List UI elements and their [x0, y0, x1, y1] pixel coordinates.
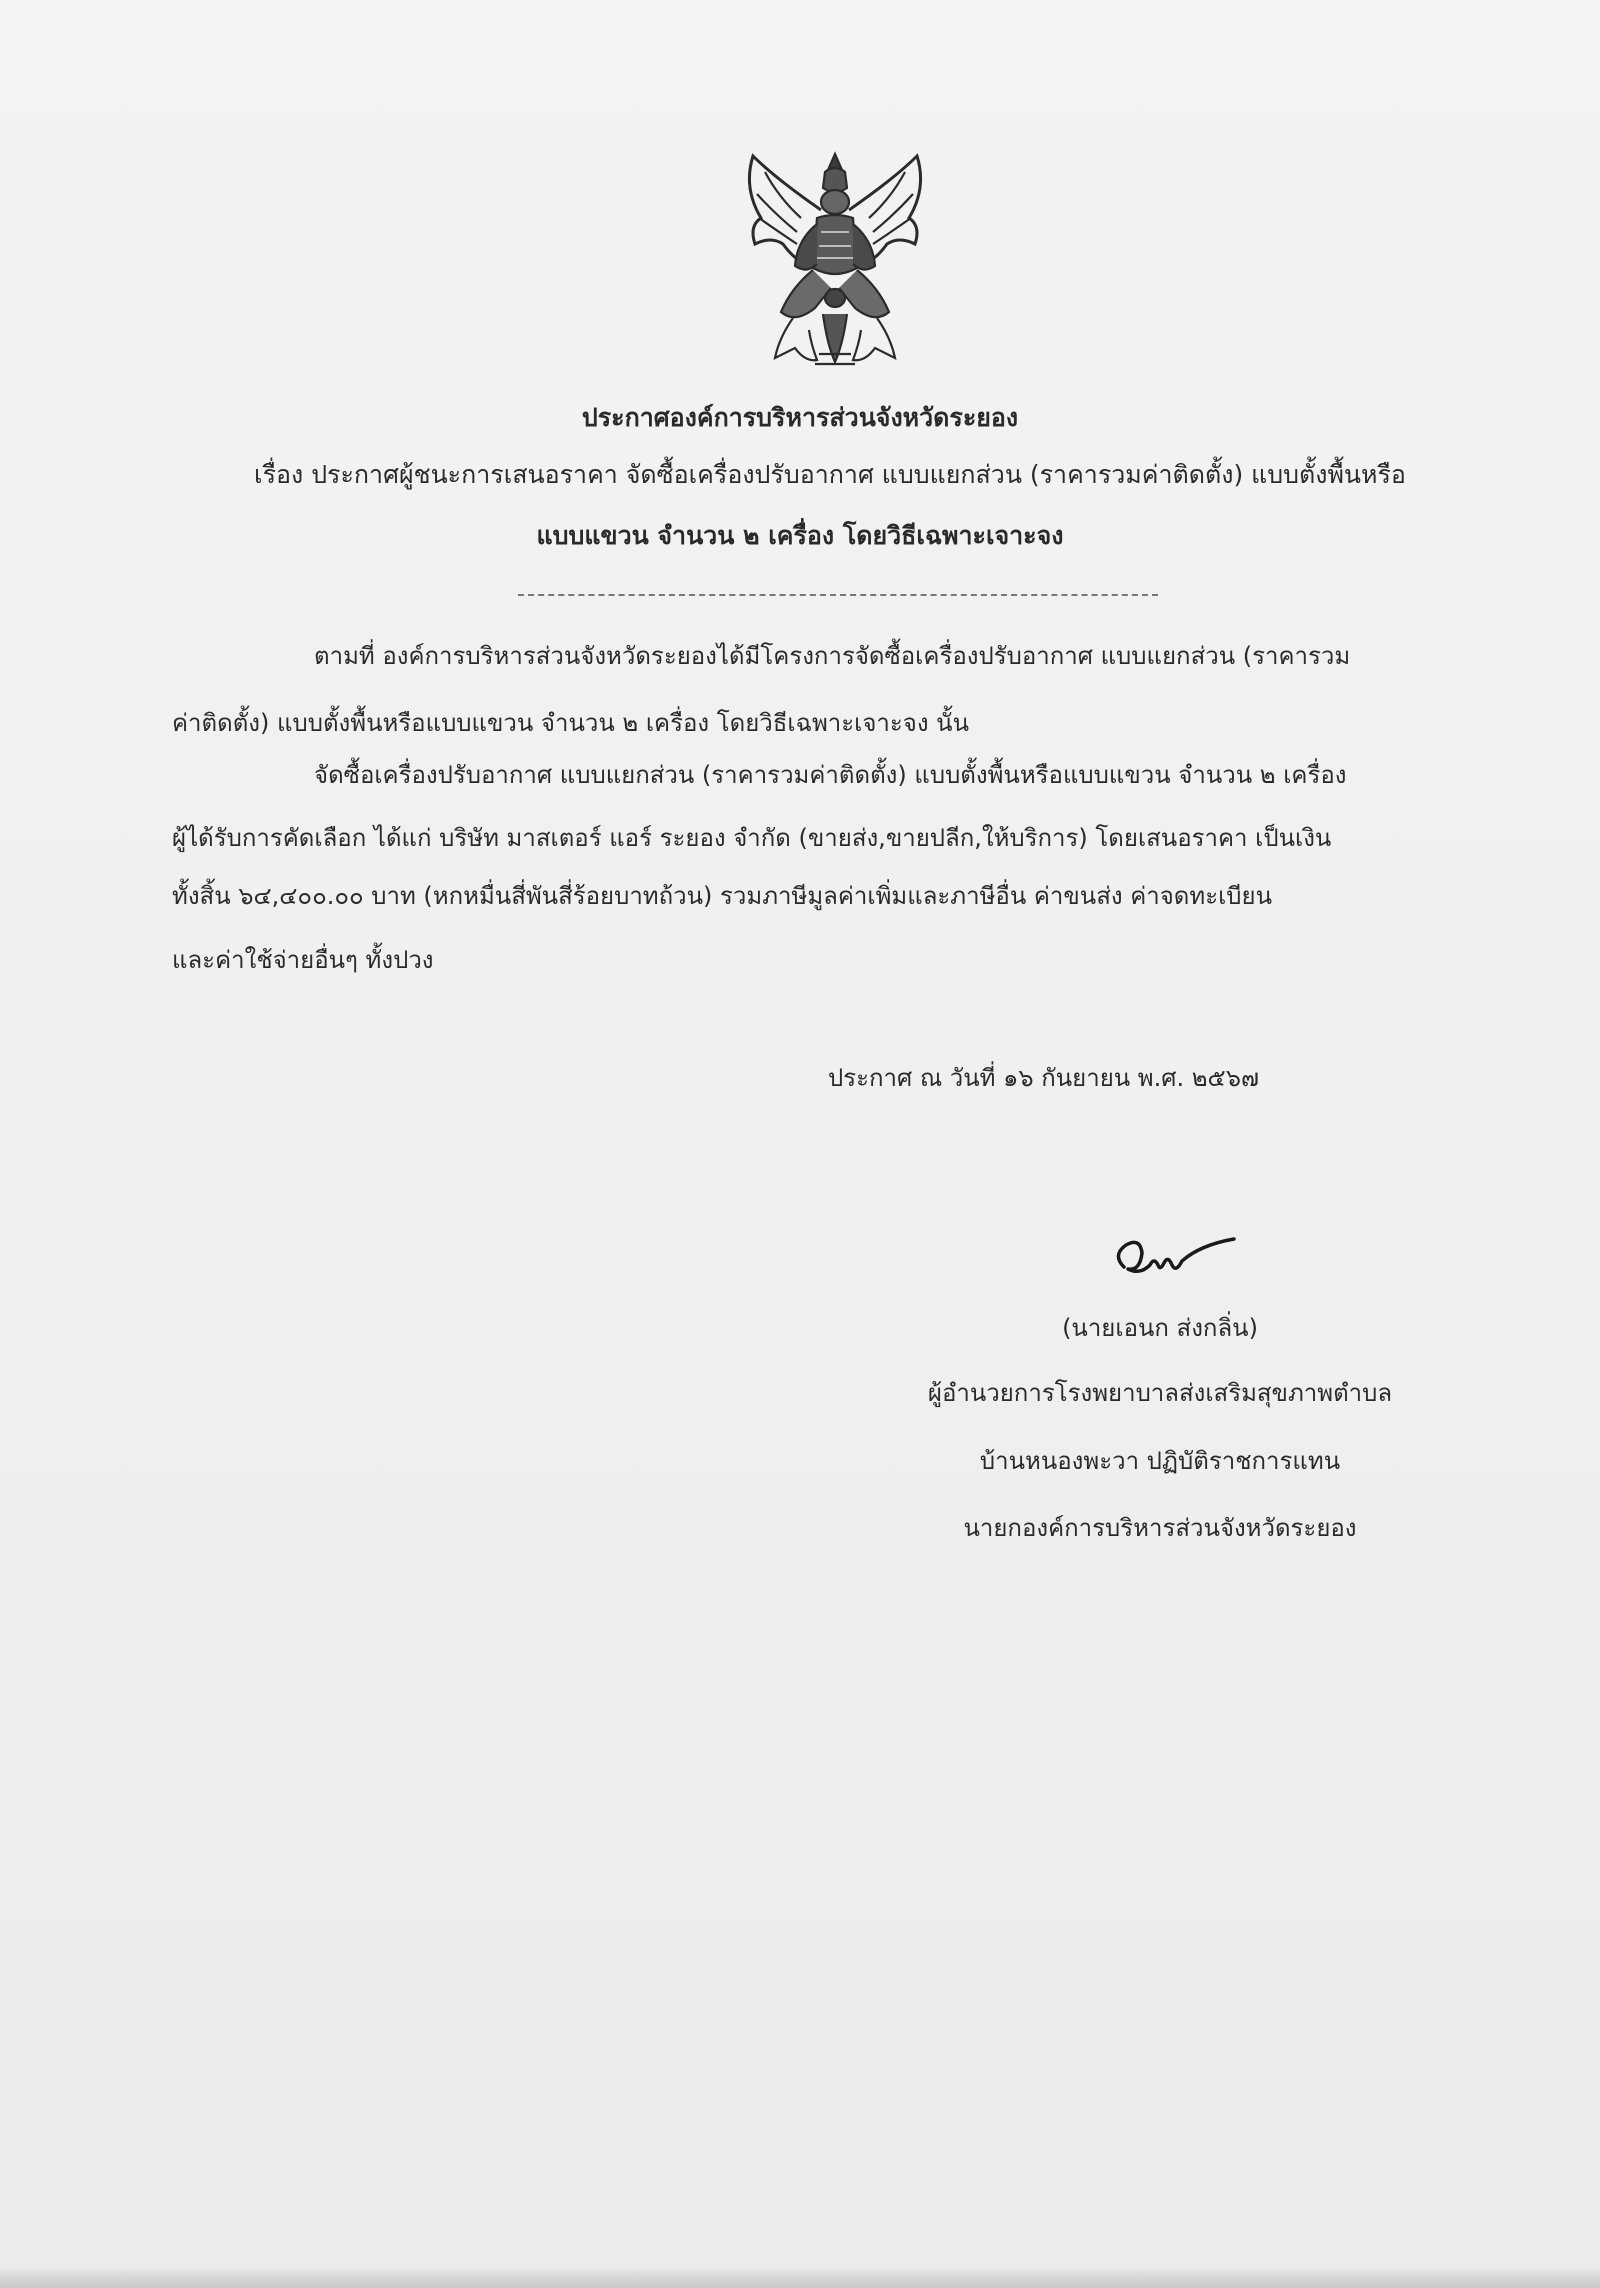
signature-icon — [1110, 1225, 1240, 1295]
paragraph-2-line-1: จัดซื้อเครื่องปรับอากาศ แบบแยกส่วน (ราคารวมค่าติดตั้ง) แบบตั้งพื้นหรือแบบแขวน จำนวน ๒ เครื่อง — [314, 761, 1347, 789]
subject-line-continued: แบบแขวน จำนวน ๒ เครื่อง โดยวิธีเฉพาะเจาะจง — [536, 521, 1064, 550]
document-title: ประกาศองค์การบริหารส่วนจังหวัดระยอง — [581, 403, 1019, 432]
garuda-emblem-icon — [735, 148, 935, 373]
paragraph-2-line-2: ผู้ได้รับการคัดเลือก ได้แก่ บริษัท มาสเตอร์ แอร์ ระยอง จำกัด (ขายส่ง,ขายปลีก,ให้บริการ) โดยเสนอราคา เป็นเงิน — [172, 824, 1332, 852]
signer-name: (นายเอนก ส่งกลิ่น) — [1062, 1314, 1258, 1342]
page-bottom-edge — [0, 2268, 1600, 2288]
title-divider — [518, 594, 1158, 596]
announcement-date: ประกาศ ณ วันที่ ๑๖ กันยายน พ.ศ. ๒๕๖๗ — [828, 1064, 1259, 1092]
signer-position-line-1: ผู้อำนวยการโรงพยาบาลส่งเสริมสุขภาพตำบล — [927, 1379, 1393, 1407]
signer-position-line-3: นายกองค์การบริหารส่วนจังหวัดระยอง — [963, 1514, 1357, 1542]
paragraph-2-line-3: ทั้งสิ้น ๖๔,๔๐๐.๐๐ บาท (หกหมื่นสี่พันสี่ร้อยบาทถ้วน) รวมภาษีมูลค่าเพิ่มและภาษีอื่น ค่าขนส่ง ค่าจดทะเบียน — [172, 882, 1272, 910]
signer-position-line-2: บ้านหนองพะวา ปฏิบัติราชการแทน — [979, 1447, 1341, 1475]
paragraph-2-line-4: และค่าใช้จ่ายอื่นๆ ทั้งปวง — [172, 946, 434, 974]
paragraph-1-line-1: ตามที่ องค์การบริหารส่วนจังหวัดระยองได้มีโครงการจัดซื้อเครื่องปรับอากาศ แบบแยกส่วน (ราคารวม — [314, 642, 1351, 670]
subject-line: เรื่อง ประกาศผู้ชนะการเสนอราคา จัดซื้อเครื่องปรับอากาศ แบบแยกส่วน (ราคารวมค่าติดตั้ง) แบบตั้งพื้นหรือ — [254, 460, 1406, 489]
paragraph-1-line-2: ค่าติดตั้ง) แบบตั้งพื้นหรือแบบแขวน จำนวน ๒ เครื่อง โดยวิธีเฉพาะเจาะจง นั้น — [172, 709, 969, 737]
